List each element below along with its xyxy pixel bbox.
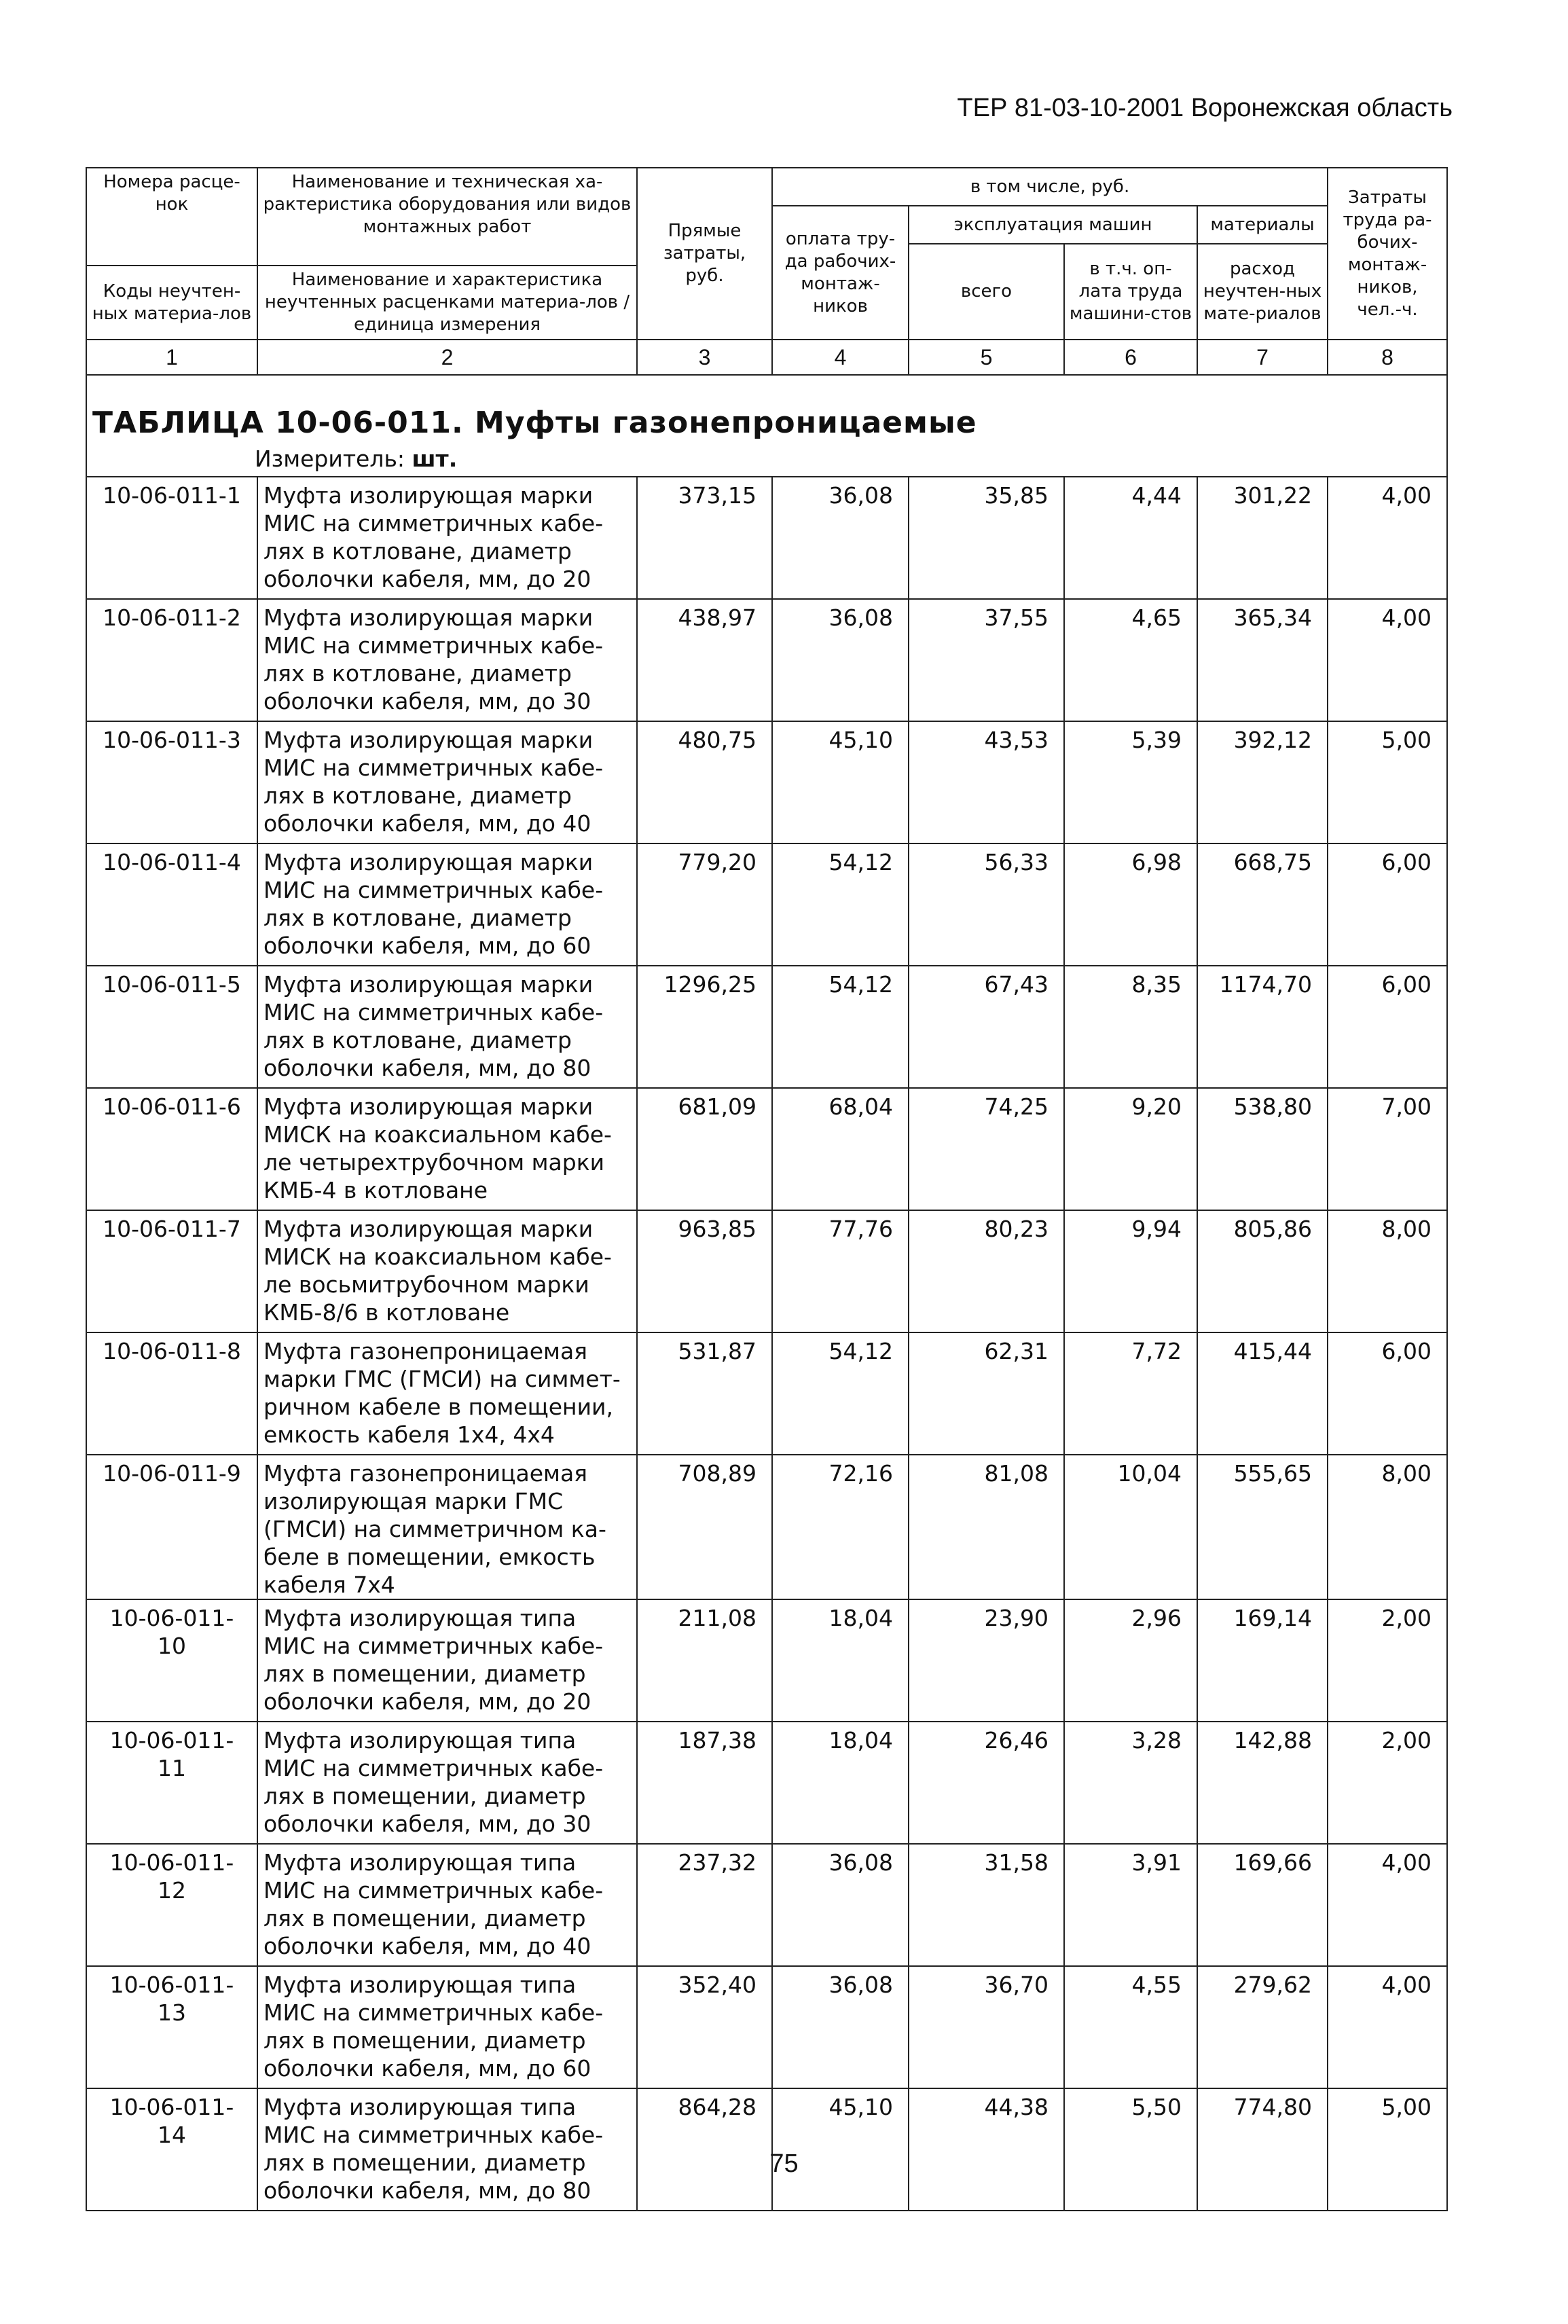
- rate-description: Муфта изолирующая марки МИС на симметричных кабе-лях в котловане, диаметр оболочки кабеля, мм, до 30: [257, 599, 637, 721]
- materials-consumption: 805,86: [1197, 1210, 1328, 1332]
- labor-hours: 6,00: [1328, 966, 1447, 1088]
- header-including: в том числе, руб.: [772, 168, 1328, 206]
- direct-costs: 681,09: [637, 1088, 772, 1210]
- machinists-pay: 4,55: [1064, 1966, 1197, 2088]
- machinists-pay: 5,50: [1064, 2088, 1197, 2211]
- rate-code: [86, 1722, 257, 1844]
- materials-consumption: 279,62: [1197, 1966, 1328, 2088]
- rate-description: Муфта изолирующая типа МИС на симметричных кабе-лях в помещении, диаметр оболочки кабеля, мм, до 30: [257, 1722, 637, 1844]
- rates-table-sheet: [86, 167, 1446, 2211]
- worker-pay: 36,08: [772, 1844, 909, 1966]
- rate-code-prefix: 10-06-011-: [109, 1727, 234, 1754]
- rate-code-prefix: 10-06-011-: [109, 2094, 234, 2120]
- labor-hours: 8,00: [1328, 1210, 1447, 1332]
- rate-code-suffix: 11: [158, 1755, 186, 1781]
- direct-costs: 1296,25: [637, 966, 772, 1088]
- labor-hours: 4,00: [1328, 599, 1447, 721]
- rate-description: Муфта газонепроницаемая изолирующая марки ГМС (ГМСИ) на симметричном ка-беле в помещении, емкость кабеля 7x4: [257, 1455, 637, 1599]
- column-number: 2: [257, 340, 637, 375]
- labor-hours: 4,00: [1328, 477, 1447, 599]
- header-materials-consumption: расход неучтен-ных мате-риалов: [1197, 244, 1328, 340]
- column-number: 4: [772, 340, 909, 375]
- worker-pay: 36,08: [772, 477, 909, 599]
- machinists-pay: 2,96: [1064, 1599, 1197, 1722]
- materials-consumption: 169,66: [1197, 1844, 1328, 1966]
- machines-total: 62,31: [909, 1332, 1064, 1455]
- rate-description: Муфта изолирующая марки МИСК на коаксиальном кабе-ле восьмитрубочном марки КМБ-8/6 в котловане: [257, 1210, 637, 1332]
- labor-hours: 2,00: [1328, 1599, 1447, 1722]
- machines-total: 80,23: [909, 1210, 1064, 1332]
- table-header: [86, 168, 1447, 340]
- rate-description: Муфта изолирующая типа МИС на симметричных кабе-лях в помещении, диаметр оболочки кабеля, мм, до 20: [257, 1599, 637, 1722]
- rate-code: 10-06-011-3: [86, 721, 257, 843]
- direct-costs: 187,38: [637, 1722, 772, 1844]
- materials-consumption: 668,75: [1197, 843, 1328, 966]
- table-row: [86, 1966, 1447, 2088]
- materials-consumption: 774,80: [1197, 2088, 1328, 2211]
- rate-code-suffix: 14: [158, 2122, 186, 2148]
- direct-costs: 211,08: [637, 1599, 772, 1722]
- rate-description: Муфта изолирующая марки МИС на симметричных кабе-лях в котловане, диаметр оболочки кабеля, мм, до 80: [257, 966, 637, 1088]
- header-materials: материалы: [1197, 206, 1328, 244]
- worker-pay: 54,12: [772, 843, 909, 966]
- header-material-codes: Коды неучтен-ных материа-лов: [86, 266, 257, 340]
- labor-hours: 4,00: [1328, 1844, 1447, 1966]
- table-title: ТАБЛИЦА 10-06-011. Муфты газонепроницаемые: [86, 375, 1447, 440]
- materials-consumption: 415,44: [1197, 1332, 1328, 1455]
- column-number: 8: [1328, 340, 1447, 375]
- rate-code: 10-06-011-6: [86, 1088, 257, 1210]
- unit-row: [86, 440, 1447, 477]
- rate-description: Муфта изолирующая типа МИС на симметричных кабе-лях в помещении, диаметр оболочки кабеля, мм, до 80: [257, 2088, 637, 2211]
- machinists-pay: 6,98: [1064, 843, 1197, 966]
- direct-costs: 963,85: [637, 1210, 772, 1332]
- machines-total: 35,85: [909, 477, 1064, 599]
- column-number: 5: [909, 340, 1064, 375]
- machines-total: 37,55: [909, 599, 1064, 721]
- direct-costs: 480,75: [637, 721, 772, 843]
- machines-total: 23,90: [909, 1599, 1064, 1722]
- materials-consumption: 555,65: [1197, 1455, 1328, 1599]
- materials-consumption: 392,12: [1197, 721, 1328, 843]
- labor-hours: 5,00: [1328, 2088, 1447, 2211]
- rate-code: 10-06-011-9: [86, 1455, 257, 1599]
- header-machines-total: всего: [909, 244, 1064, 340]
- machinists-pay: 3,91: [1064, 1844, 1197, 1966]
- header-work-name: Наименование и техническая ха-рактеристика оборудования или видов монтажных работ: [257, 168, 637, 266]
- rate-code: 10-06-011-4: [86, 843, 257, 966]
- worker-pay: 72,16: [772, 1455, 909, 1599]
- machines-total: 67,43: [909, 966, 1064, 1088]
- unit-label: [86, 440, 1447, 477]
- table-row: [86, 477, 1447, 599]
- labor-hours: 7,00: [1328, 1088, 1447, 1210]
- materials-consumption: 365,34: [1197, 599, 1328, 721]
- table-row: [86, 1455, 1447, 1599]
- labor-hours: 6,00: [1328, 1332, 1447, 1455]
- rate-code: 10-06-011-2: [86, 599, 257, 721]
- rate-code: [86, 1599, 257, 1722]
- direct-costs: 864,28: [637, 2088, 772, 2211]
- machines-total: 36,70: [909, 1966, 1064, 2088]
- rate-description: Муфта изолирующая марки МИСК на коаксиальном кабе-ле четырехтрубочном марки КМБ-4 в котловане: [257, 1088, 637, 1210]
- machinists-pay: 9,20: [1064, 1088, 1197, 1210]
- worker-pay: 45,10: [772, 721, 909, 843]
- machines-total: 81,08: [909, 1455, 1064, 1599]
- rate-description: Муфта изолирующая марки МИС на симметричных кабе-лях в котловане, диаметр оболочки кабеля, мм, до 40: [257, 721, 637, 843]
- machines-total: 56,33: [909, 843, 1064, 966]
- machinists-pay: 3,28: [1064, 1722, 1197, 1844]
- unit-label-text: Измеритель:: [255, 446, 405, 472]
- rate-code: [86, 1966, 257, 2088]
- table-row: [86, 599, 1447, 721]
- machines-total: 31,58: [909, 1844, 1064, 1966]
- rate-code-prefix: 10-06-011-: [109, 1972, 234, 1998]
- rate-code-suffix: 13: [158, 1999, 186, 2026]
- rate-description: Муфта изолирующая типа МИС на симметричных кабе-лях в помещении, диаметр оболочки кабеля, мм, до 60: [257, 1966, 637, 2088]
- labor-hours: 8,00: [1328, 1455, 1447, 1599]
- table-row: [86, 721, 1447, 843]
- table-title-row: [86, 375, 1447, 440]
- machinists-pay: 7,72: [1064, 1332, 1197, 1455]
- column-number: 3: [637, 340, 772, 375]
- worker-pay: 68,04: [772, 1088, 909, 1210]
- header-direct-costs: Прямые затраты, руб.: [637, 168, 772, 340]
- machines-total: 43,53: [909, 721, 1064, 843]
- direct-costs: 708,89: [637, 1455, 772, 1599]
- materials-consumption: 538,80: [1197, 1088, 1328, 1210]
- table-row: [86, 1722, 1447, 1844]
- worker-pay: 45,10: [772, 2088, 909, 2211]
- worker-pay: 36,08: [772, 1966, 909, 2088]
- table-row: [86, 1332, 1447, 1455]
- machinists-pay: 5,39: [1064, 721, 1197, 843]
- machinists-pay: 8,35: [1064, 966, 1197, 1088]
- unit-value: шт.: [412, 446, 458, 472]
- column-number: 1: [86, 340, 257, 375]
- rate-code: 10-06-011-5: [86, 966, 257, 1088]
- machinists-pay: 4,65: [1064, 599, 1197, 721]
- header-worker-pay: оплата тру-да рабочих-монтаж-ников: [772, 206, 909, 340]
- header-machinists-pay: в т.ч. оп-лата труда машини-стов: [1064, 244, 1197, 340]
- table-row: [86, 1599, 1447, 1722]
- machinists-pay: 10,04: [1064, 1455, 1197, 1599]
- labor-hours: 2,00: [1328, 1722, 1447, 1844]
- table-row: [86, 966, 1447, 1088]
- labor-hours: 6,00: [1328, 843, 1447, 966]
- direct-costs: 531,87: [637, 1332, 772, 1455]
- machinists-pay: 4,44: [1064, 477, 1197, 599]
- rate-description: Муфта газонепроницаемая марки ГМС (ГМСИ) на симмет-ричном кабеле в помещении, емкость кабеля 1x4, 4x4: [257, 1332, 637, 1455]
- rate-description: Муфта изолирующая марки МИС на симметричных кабе-лях в котловане, диаметр оболочки кабеля, мм, до 20: [257, 477, 637, 599]
- worker-pay: 77,76: [772, 1210, 909, 1332]
- rate-code-prefix: 10-06-011-: [109, 1605, 234, 1631]
- column-numbers-row: [86, 340, 1447, 375]
- machines-total: 26,46: [909, 1722, 1064, 1844]
- page-header: ТЕР 81-03-10-2001 Воронежская область: [957, 94, 1453, 122]
- worker-pay: 54,12: [772, 966, 909, 1088]
- direct-costs: 438,97: [637, 599, 772, 721]
- worker-pay: 18,04: [772, 1722, 909, 1844]
- header-rate-numbers: Номера расце-нок: [86, 168, 257, 266]
- table-row: [86, 843, 1447, 966]
- rate-code: 10-06-011-8: [86, 1332, 257, 1455]
- rate-code: 10-06-011-1: [86, 477, 257, 599]
- rate-code-prefix: 10-06-011-: [109, 1849, 234, 1876]
- rate-description: Муфта изолирующая типа МИС на симметричных кабе-лях в помещении, диаметр оболочки кабеля, мм, до 40: [257, 1844, 637, 1966]
- materials-consumption: 301,22: [1197, 477, 1328, 599]
- page-number: 75: [769, 2149, 799, 2178]
- rate-code: 10-06-011-7: [86, 1210, 257, 1332]
- worker-pay: 18,04: [772, 1599, 909, 1722]
- materials-consumption: 142,88: [1197, 1722, 1328, 1844]
- labor-hours: 4,00: [1328, 1966, 1447, 2088]
- rate-code: [86, 1844, 257, 1966]
- labor-hours: 5,00: [1328, 721, 1447, 843]
- column-number: 7: [1197, 340, 1328, 375]
- machinists-pay: 9,94: [1064, 1210, 1197, 1332]
- machines-total: 44,38: [909, 2088, 1064, 2211]
- direct-costs: 237,32: [637, 1844, 772, 1966]
- direct-costs: 352,40: [637, 1966, 772, 2088]
- rates-table: [86, 167, 1448, 2211]
- materials-consumption: 1174,70: [1197, 966, 1328, 1088]
- table-row: [86, 1844, 1447, 1966]
- worker-pay: 36,08: [772, 599, 909, 721]
- rate-code-suffix: 12: [158, 1877, 186, 1904]
- rate-code-suffix: 10: [158, 1633, 186, 1659]
- header-machines: эксплуатация машин: [909, 206, 1197, 244]
- header-material-name: Наименование и характеристика неучтенных расценками материа-лов / единица измерения: [257, 266, 637, 340]
- rate-description: Муфта изолирующая марки МИС на симметричных кабе-лях в котловане, диаметр оболочки кабеля, мм, до 60: [257, 843, 637, 966]
- column-number: 6: [1064, 340, 1197, 375]
- table-row: [86, 1088, 1447, 1210]
- machines-total: 74,25: [909, 1088, 1064, 1210]
- materials-consumption: 169,14: [1197, 1599, 1328, 1722]
- direct-costs: 373,15: [637, 477, 772, 599]
- worker-pay: 54,12: [772, 1332, 909, 1455]
- header-labor-hours: Затраты труда ра-бочих-монтаж-ников, чел.-ч.: [1328, 168, 1447, 340]
- direct-costs: 779,20: [637, 843, 772, 966]
- table-row: [86, 1210, 1447, 1332]
